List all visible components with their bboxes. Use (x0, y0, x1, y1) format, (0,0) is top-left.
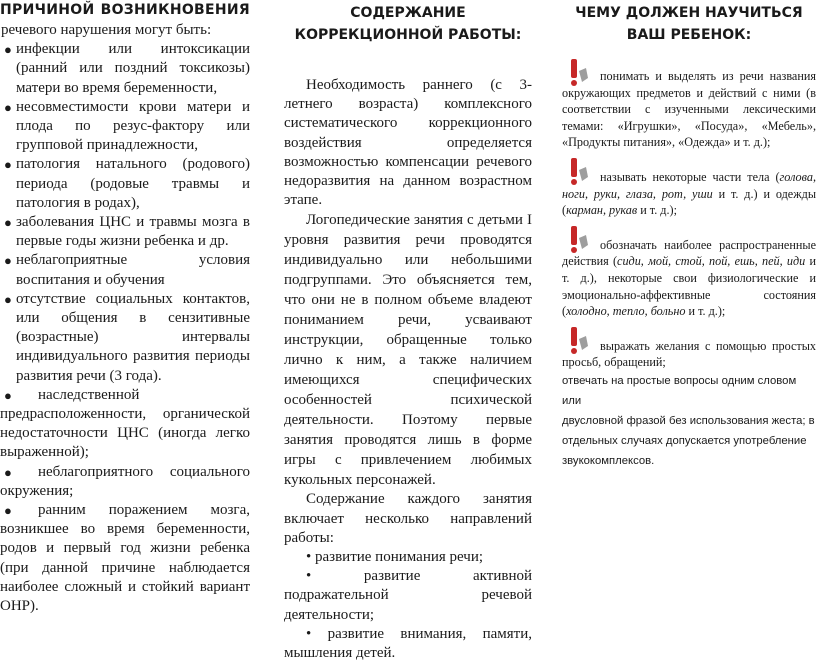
bullet-icon: ● (4, 157, 12, 173)
goal-text-1: понимать и выделять из речи названия окружающих предметов и действий с ними (в соответствии с изученными лексическими темами: «Игрушки», «Посуда», «Мебель», «Продукты питания», «Одежда» и т. д.); (562, 69, 816, 150)
goal-entry-1 (562, 68, 816, 151)
goal-tail-line: отдельных случаях допускается употребление (562, 434, 807, 447)
column-goals (562, 0, 816, 471)
correction-item: • развитие понимания речи; (306, 549, 484, 566)
goal-entry-4 (562, 338, 816, 371)
goal-tail-line: звукокомплексов. (562, 454, 655, 467)
goal-text-4: выражать желания с помощью простых просьб, обращений; (562, 338, 816, 370)
list-item: ● заболевания ЦНС и травмы мозга в первые годы жизни ребенка и др. (4, 214, 250, 250)
list-item: ● неблагоприятные условия воспитания и обучения (4, 252, 250, 288)
causes-list-secondary (0, 386, 250, 616)
list-item: ● ранним поражением мозга, возникшее во время беременности, родов и первый год жизни ребенка (при данной причине наблюдается наиболее сложный и стойкий вариант ОНР). (0, 502, 250, 615)
goal-entry-2 (562, 169, 816, 219)
bullet-icon: ● (4, 464, 12, 480)
goal-continuation (562, 371, 816, 471)
goal-tail-line: отвечать на простые вопросы одним словом или (562, 374, 797, 407)
goal-entry-3 (562, 237, 816, 320)
list-item: ● наследственной предрасположенности, органической недостаточности ЦНС (иногда легко выраженной); (0, 386, 250, 461)
exclamation-icon (568, 326, 590, 356)
bullet-icon: ● (4, 387, 12, 403)
goal-text-2: называть некоторые части тела (голова, ноги, руки, глаза, рот, уши и т. д.) и одежды (карман, рукав и т. д.); (562, 169, 816, 218)
column-causes (0, 0, 250, 616)
goal-text-3: обозначать наиболее распространенные действия (сиди, мой, стой, пой, ешь, пей, иди и т. д.), некоторые свои физиологические и эмоционально-аффективные состояния (холодно, тепло, больно и т. д.); (562, 237, 816, 319)
causes-heading-word1: ПРИЧИНОЙ (0, 2, 95, 18)
correction-item: • развитие внимания, памяти, мышления детей. (284, 625, 532, 662)
bullet-icon: ● (4, 291, 12, 307)
list-item: ● патология натального (родового) периода (родовые травмы и патология в родах), (4, 156, 250, 211)
bullet-icon: ● (4, 253, 12, 269)
list-item: ● инфекции или интоксикации (ранний или поздний токсикозы) матери во время беременности, (4, 41, 250, 96)
goal-tail-line: двусловной фразой без использования жеста; в (562, 414, 815, 427)
causes-heading (0, 2, 250, 19)
list-item: ● несовместимости крови матери и плода по резус-фактору или групповой принадлежности, (4, 98, 250, 154)
correction-paragraph-1: Необходимость раннего (с 3-летнего возраста) комплексного систематического коррекционного воздействия определяется возможностью компенсации речевого недоразвития на данном возрастном этапе. (284, 77, 532, 209)
correction-paragraph-3: Содержание каждого занятия включает несколько направлений работы: (284, 491, 532, 546)
causes-heading-word2: ВОЗНИКНОВЕНИЯ (100, 2, 250, 18)
goals-heading: ЧЕМУ ДОЛЖЕН НАУЧИТЬСЯ ВАШ РЕБЕНОК: (575, 5, 803, 43)
list-item: ● неблагоприятного социального окружения; (0, 463, 250, 499)
correction-item: • развитие активной подражательной речевой деятельности; (284, 568, 532, 623)
causes-intro: речевого нарушения могут быть: (1, 22, 212, 38)
exclamation-icon (568, 58, 590, 88)
correction-paragraph-2: Логопедические занятия с детьми I уровня развития речи проводятся индивидуально или небольшими подгруппами. Это объясняется тем, что они не в полном объеме владеют пониманием речи, усваивают инструкции, обращенные только лично к ним, а также наличием имеющихся специфических особенностей психической деятельности. Поэтому первые занятия проводятся лишь в форме игры с привлечением любимых кукольных персонажей. (284, 212, 532, 489)
bullet-icon: ● (4, 503, 12, 519)
exclamation-icon (568, 157, 590, 187)
bullet-icon: ● (4, 42, 12, 58)
bullet-icon: ● (4, 99, 12, 115)
list-item: ● отсутствие социальных контактов, или общения в сензитивные (возрастные) интервалы индивидуального развития периоды развития речи (3 года). (4, 290, 250, 384)
exclamation-icon (568, 225, 590, 255)
correction-heading: СОДЕРЖАНИЕ КОРРЕКЦИОННОЙ РАБОТЫ: (294, 5, 522, 43)
causes-list (0, 40, 250, 386)
bullet-icon: ● (4, 215, 12, 231)
